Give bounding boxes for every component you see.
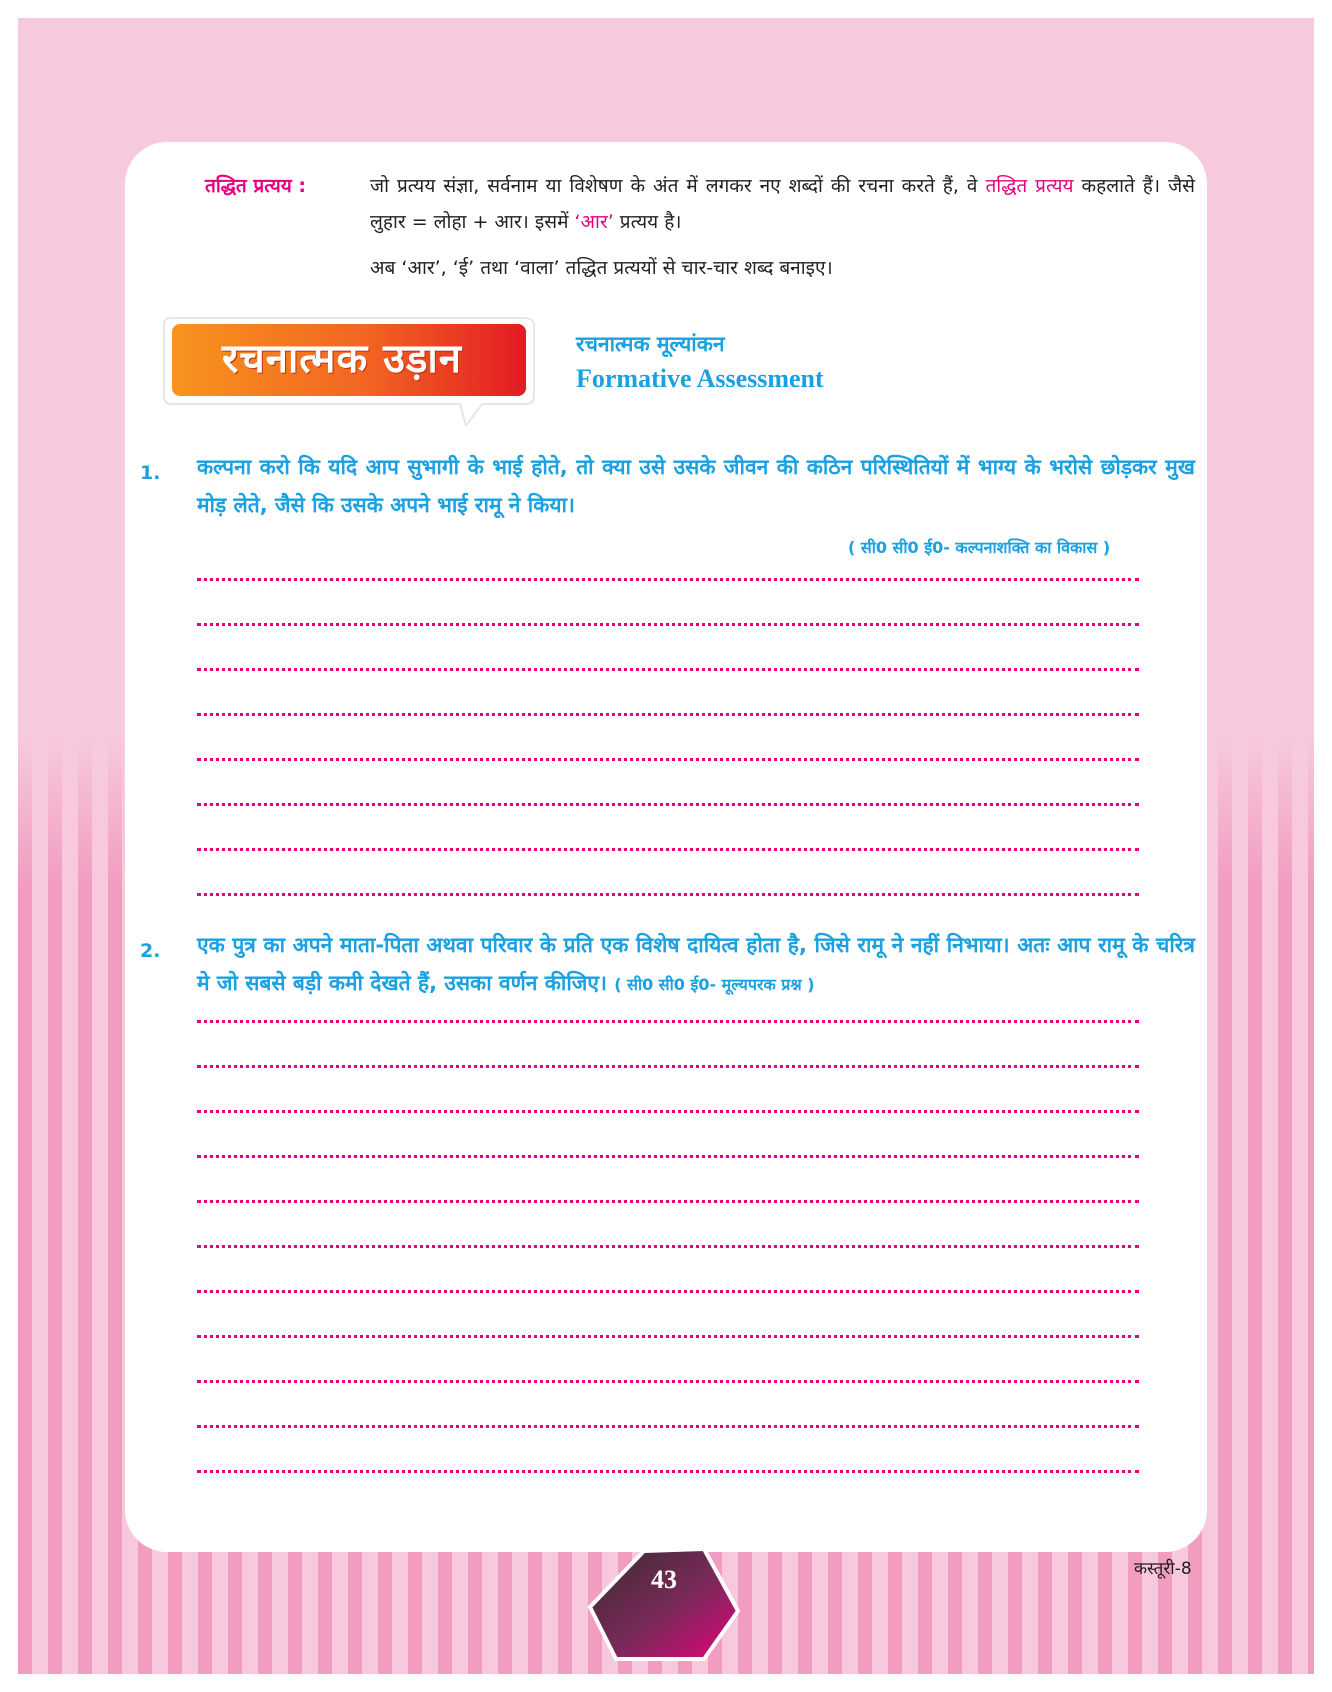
banner-title: रचनात्मक उड़ान — [221, 336, 462, 382]
book-name: कस्तूरी-8 — [1134, 1559, 1192, 1579]
question-text: कल्पना करो कि यदि आप सुभागी के भाई होते, तो क्या उसे उसके जीवन की कठिन परिस्थितियों में भाग्य के भरोसे छोड़कर मुख मोड़ लेते, जैसे कि उसके अपने भाई रामू ने किया। — [197, 455, 1195, 517]
answer-line — [197, 1470, 1139, 1473]
answer-line — [197, 1290, 1139, 1293]
answer-line — [197, 1200, 1139, 1203]
answer-line — [197, 1155, 1139, 1158]
answer-line — [197, 623, 1139, 626]
term-label: तद्धित प्रत्यय : — [205, 175, 306, 197]
answer-line — [197, 1110, 1139, 1113]
assessment-title-english: Formative Assessment — [576, 364, 824, 393]
page-number: 43 — [651, 1565, 677, 1594]
answer-line — [197, 668, 1139, 671]
definition-text — [370, 168, 1195, 240]
answer-line — [197, 1020, 1139, 1023]
answer-line — [197, 578, 1139, 581]
answer-line — [197, 1425, 1139, 1428]
answer-line — [197, 1245, 1139, 1248]
definition-part: प्रत्यय है। — [613, 211, 682, 233]
assessment-title-hindi: रचनात्मक मूल्यांकन — [576, 332, 725, 356]
instruction-text: अब ‘आर’, ‘ई’ तथा ‘वाला’ तद्धित प्रत्ययों से चार-चार शब्द बनाइए। — [370, 257, 833, 279]
answer-line — [197, 713, 1139, 716]
definition-part: कहलाते हैं। जैसे लुहार = लोहा + आर। इसमें — [370, 175, 1196, 233]
page-number-badge — [586, 1547, 742, 1665]
question-number: 2. — [140, 940, 161, 962]
question-tag: ( सी0 सी0 ई0- कल्पनाशक्ति का विकास ) — [848, 538, 1111, 557]
definition-term: तद्धित प्रत्यय — [985, 175, 1074, 197]
section-banner — [160, 316, 546, 412]
question-tag: ( सी0 सी0 ई0- मूल्यपरक प्रश्न ) — [614, 975, 815, 994]
answer-line — [197, 848, 1139, 851]
question-text-body: एक पुत्र का अपने माता-पिता अथवा परिवार के प्रति एक विशेष दायित्व होता है, जिसे रामू ने नहीं निभाया। अतः आप रामू के चरित्र मे जो सबसे बड़ी कमी देखते हैं, उसका वर्णन कीजिए। — [197, 933, 1195, 995]
question-number: 1. — [140, 462, 161, 484]
question-text — [197, 926, 1195, 1004]
answer-line — [197, 803, 1139, 806]
answer-line — [197, 893, 1139, 896]
definition-quote: ‘आर’ — [574, 211, 614, 233]
answer-line — [197, 1335, 1139, 1338]
answer-line — [197, 1380, 1139, 1383]
answer-line — [197, 758, 1139, 761]
definition-part: जो प्रत्यय संज्ञा, सर्वनाम या विशेषण के अंत में लगकर नए शब्दों की रचना करते हैं, वे — [370, 175, 986, 197]
answer-line — [197, 1065, 1139, 1068]
